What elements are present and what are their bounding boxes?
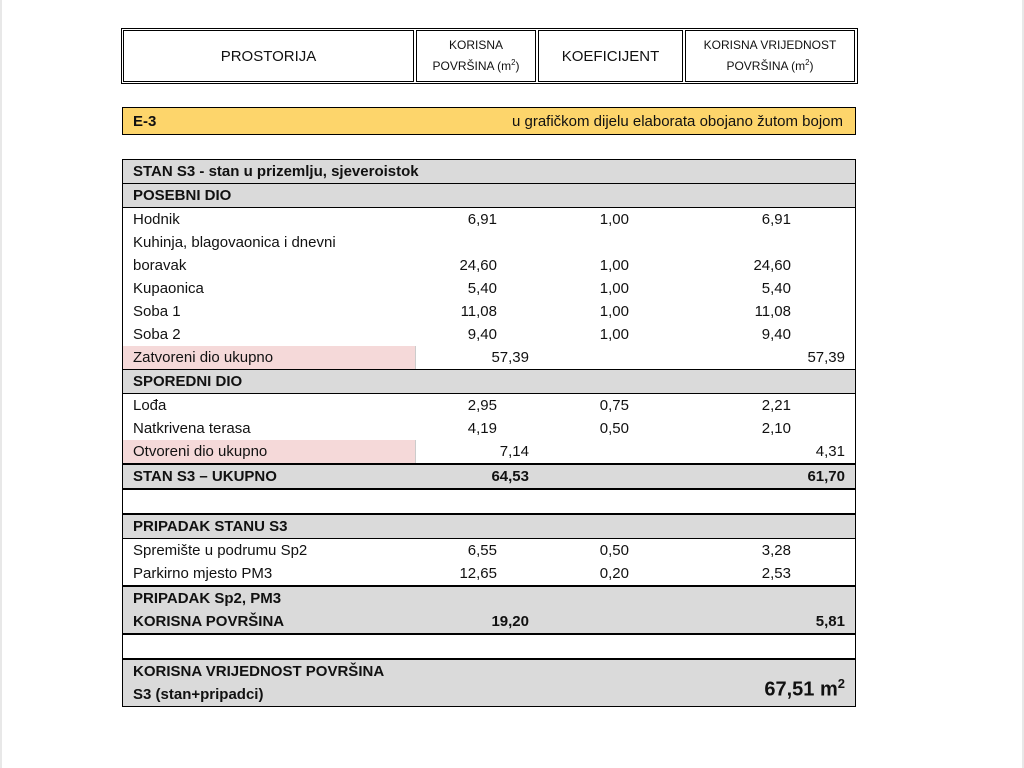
sporedni-label: SPOREDNI DIO xyxy=(133,373,243,390)
zatvoreni-total-value: 57,39 xyxy=(807,349,845,366)
room-name: Natkrivena terasa xyxy=(133,420,251,437)
room-name: Hodnik xyxy=(133,211,180,228)
unit-code: E-3 xyxy=(133,112,157,130)
stan-total-label: STAN S3 – UKUPNO xyxy=(133,468,277,485)
stan-total-area: 64,53 xyxy=(491,468,529,485)
header-korisna-line1: KORISNA xyxy=(448,38,503,52)
pripadak-label: PRIPADAK STANU S3 xyxy=(133,518,288,535)
area-table xyxy=(122,159,856,707)
header-koeficijent xyxy=(538,30,683,82)
room-value: 9,40 xyxy=(761,326,791,343)
pripadak-rows xyxy=(123,538,855,585)
room-area: 6,55 xyxy=(467,542,497,559)
pripadak-item-row xyxy=(123,562,855,585)
unit-note: u grafičkom dijelu elaborata obojano žutom bojom xyxy=(511,112,843,130)
stan-title-row xyxy=(123,160,855,183)
room-area: 24,60 xyxy=(459,257,497,274)
room-area: 4,19 xyxy=(467,420,497,437)
spacer-row xyxy=(123,488,855,513)
header-vrijednost-end: ) xyxy=(809,59,814,73)
header-koeficijent-label: KOEFICIJENT xyxy=(561,47,660,65)
posebni-room-row xyxy=(123,254,855,277)
posebni-label: POSEBNI DIO xyxy=(133,187,232,204)
pripadak-total-line2: KORISNA POVRŠINA xyxy=(133,613,285,630)
unit-bar xyxy=(122,107,856,135)
room-coefficient: 1,00 xyxy=(599,257,629,274)
room-area: 12,65 xyxy=(459,565,497,582)
sporedni-header-row xyxy=(123,369,855,393)
room-name: Kupaonica xyxy=(133,280,204,297)
room-coefficient: 1,00 xyxy=(599,280,629,297)
room-coefficient: 0,75 xyxy=(599,397,629,414)
otvoreni-total-label: Otvoreni dio ukupno xyxy=(133,443,268,460)
room-coefficient: 1,00 xyxy=(599,211,629,228)
header-korisna-povrsina xyxy=(416,30,536,82)
otvoreni-total-value: 4,31 xyxy=(815,443,845,460)
header-vrijednost-sup: 2 xyxy=(805,58,810,67)
posebni-header-row xyxy=(123,183,855,207)
sporedni-room-row xyxy=(123,417,855,440)
room-value: 2,10 xyxy=(761,420,791,437)
stan-total-row xyxy=(123,463,855,488)
room-coefficient: 0,20 xyxy=(599,565,629,582)
room-area: 2,95 xyxy=(467,397,497,414)
room-value: 11,08 xyxy=(754,303,791,320)
header-korisna-vrijednost xyxy=(685,30,855,82)
pripadak-total-line1: PRIPADAK Sp2, PM3 xyxy=(133,590,282,607)
room-coefficient: 0,50 xyxy=(599,420,629,437)
header-prostorija xyxy=(123,30,414,82)
stan-title: STAN S3 - stan u prizemlju, sjeveroistok xyxy=(133,163,419,180)
grand-total-value xyxy=(764,672,845,702)
room-value: 2,21 xyxy=(761,397,791,414)
header-korisna-end: ) xyxy=(515,59,520,73)
posebni-room-row xyxy=(123,300,855,323)
otvoreni-total-row xyxy=(123,440,855,463)
header-vrijednost-line1: KORISNA VRIJEDNOST xyxy=(703,38,837,52)
grand-total-line1: KORISNA VRIJEDNOST POVRŠINA xyxy=(133,663,385,680)
pripadak-total-value: 5,81 xyxy=(815,613,845,630)
room-name: Parkirno mjesto PM3 xyxy=(133,565,273,582)
room-value: 24,60 xyxy=(753,257,791,274)
otvoreni-total-area: 7,14 xyxy=(499,443,529,460)
room-area: 6,91 xyxy=(467,211,497,228)
room-value: 2,53 xyxy=(761,565,791,582)
room-name: Spremište u podrumu Sp2 xyxy=(133,542,308,559)
posebni-rows xyxy=(123,207,855,346)
spacer-row-2 xyxy=(123,633,855,658)
posebni-room-row xyxy=(123,208,855,231)
room-coefficient: 0,50 xyxy=(599,542,629,559)
room-area: 9,40 xyxy=(467,326,497,343)
posebni-room-row xyxy=(123,323,855,346)
zatvoreni-total-area: 57,39 xyxy=(491,349,529,366)
page-edge-left xyxy=(0,0,2,768)
pripadak-total-area: 19,20 xyxy=(491,613,529,630)
column-header-table xyxy=(121,28,858,84)
posebni-room-row xyxy=(123,231,855,254)
pripadak-header-row xyxy=(123,513,855,538)
room-coefficient: 1,00 xyxy=(599,303,629,320)
grand-total-number: 67,51 m xyxy=(764,678,838,701)
grand-total-sup: 2 xyxy=(837,676,845,691)
posebni-room-row xyxy=(123,277,855,300)
room-name: boravak xyxy=(133,257,187,274)
room-area: 11,08 xyxy=(460,303,497,320)
room-value: 3,28 xyxy=(761,542,791,559)
header-vrijednost-line2: POVRŠINA (m xyxy=(726,59,806,73)
pripadak-total-row xyxy=(123,585,855,633)
room-coefficient: 1,00 xyxy=(599,326,629,343)
pripadak-item-row xyxy=(123,539,855,562)
room-value: 5,40 xyxy=(761,280,791,297)
zatvoreni-total-label: Zatvoreni dio ukupno xyxy=(133,349,274,366)
room-area: 5,40 xyxy=(467,280,497,297)
grand-total-row xyxy=(123,658,855,706)
room-name: Soba 2 xyxy=(133,326,181,343)
zatvoreni-total-row xyxy=(123,346,855,369)
header-korisna-sup: 2 xyxy=(511,58,516,67)
room-value: 6,91 xyxy=(761,211,791,228)
room-name: Kuhinja, blagovaonica i dnevni xyxy=(133,234,336,251)
room-name: Lođa xyxy=(133,397,167,414)
header-prostorija-label: PROSTORIJA xyxy=(220,47,317,65)
grand-total-line2: S3 (stan+pripadci) xyxy=(133,686,264,703)
sporedni-room-row xyxy=(123,394,855,417)
stan-total-value: 61,70 xyxy=(807,468,845,485)
room-name: Soba 1 xyxy=(133,303,181,320)
header-korisna-line2: POVRŠINA (m xyxy=(432,59,512,73)
sporedni-rows xyxy=(123,393,855,440)
